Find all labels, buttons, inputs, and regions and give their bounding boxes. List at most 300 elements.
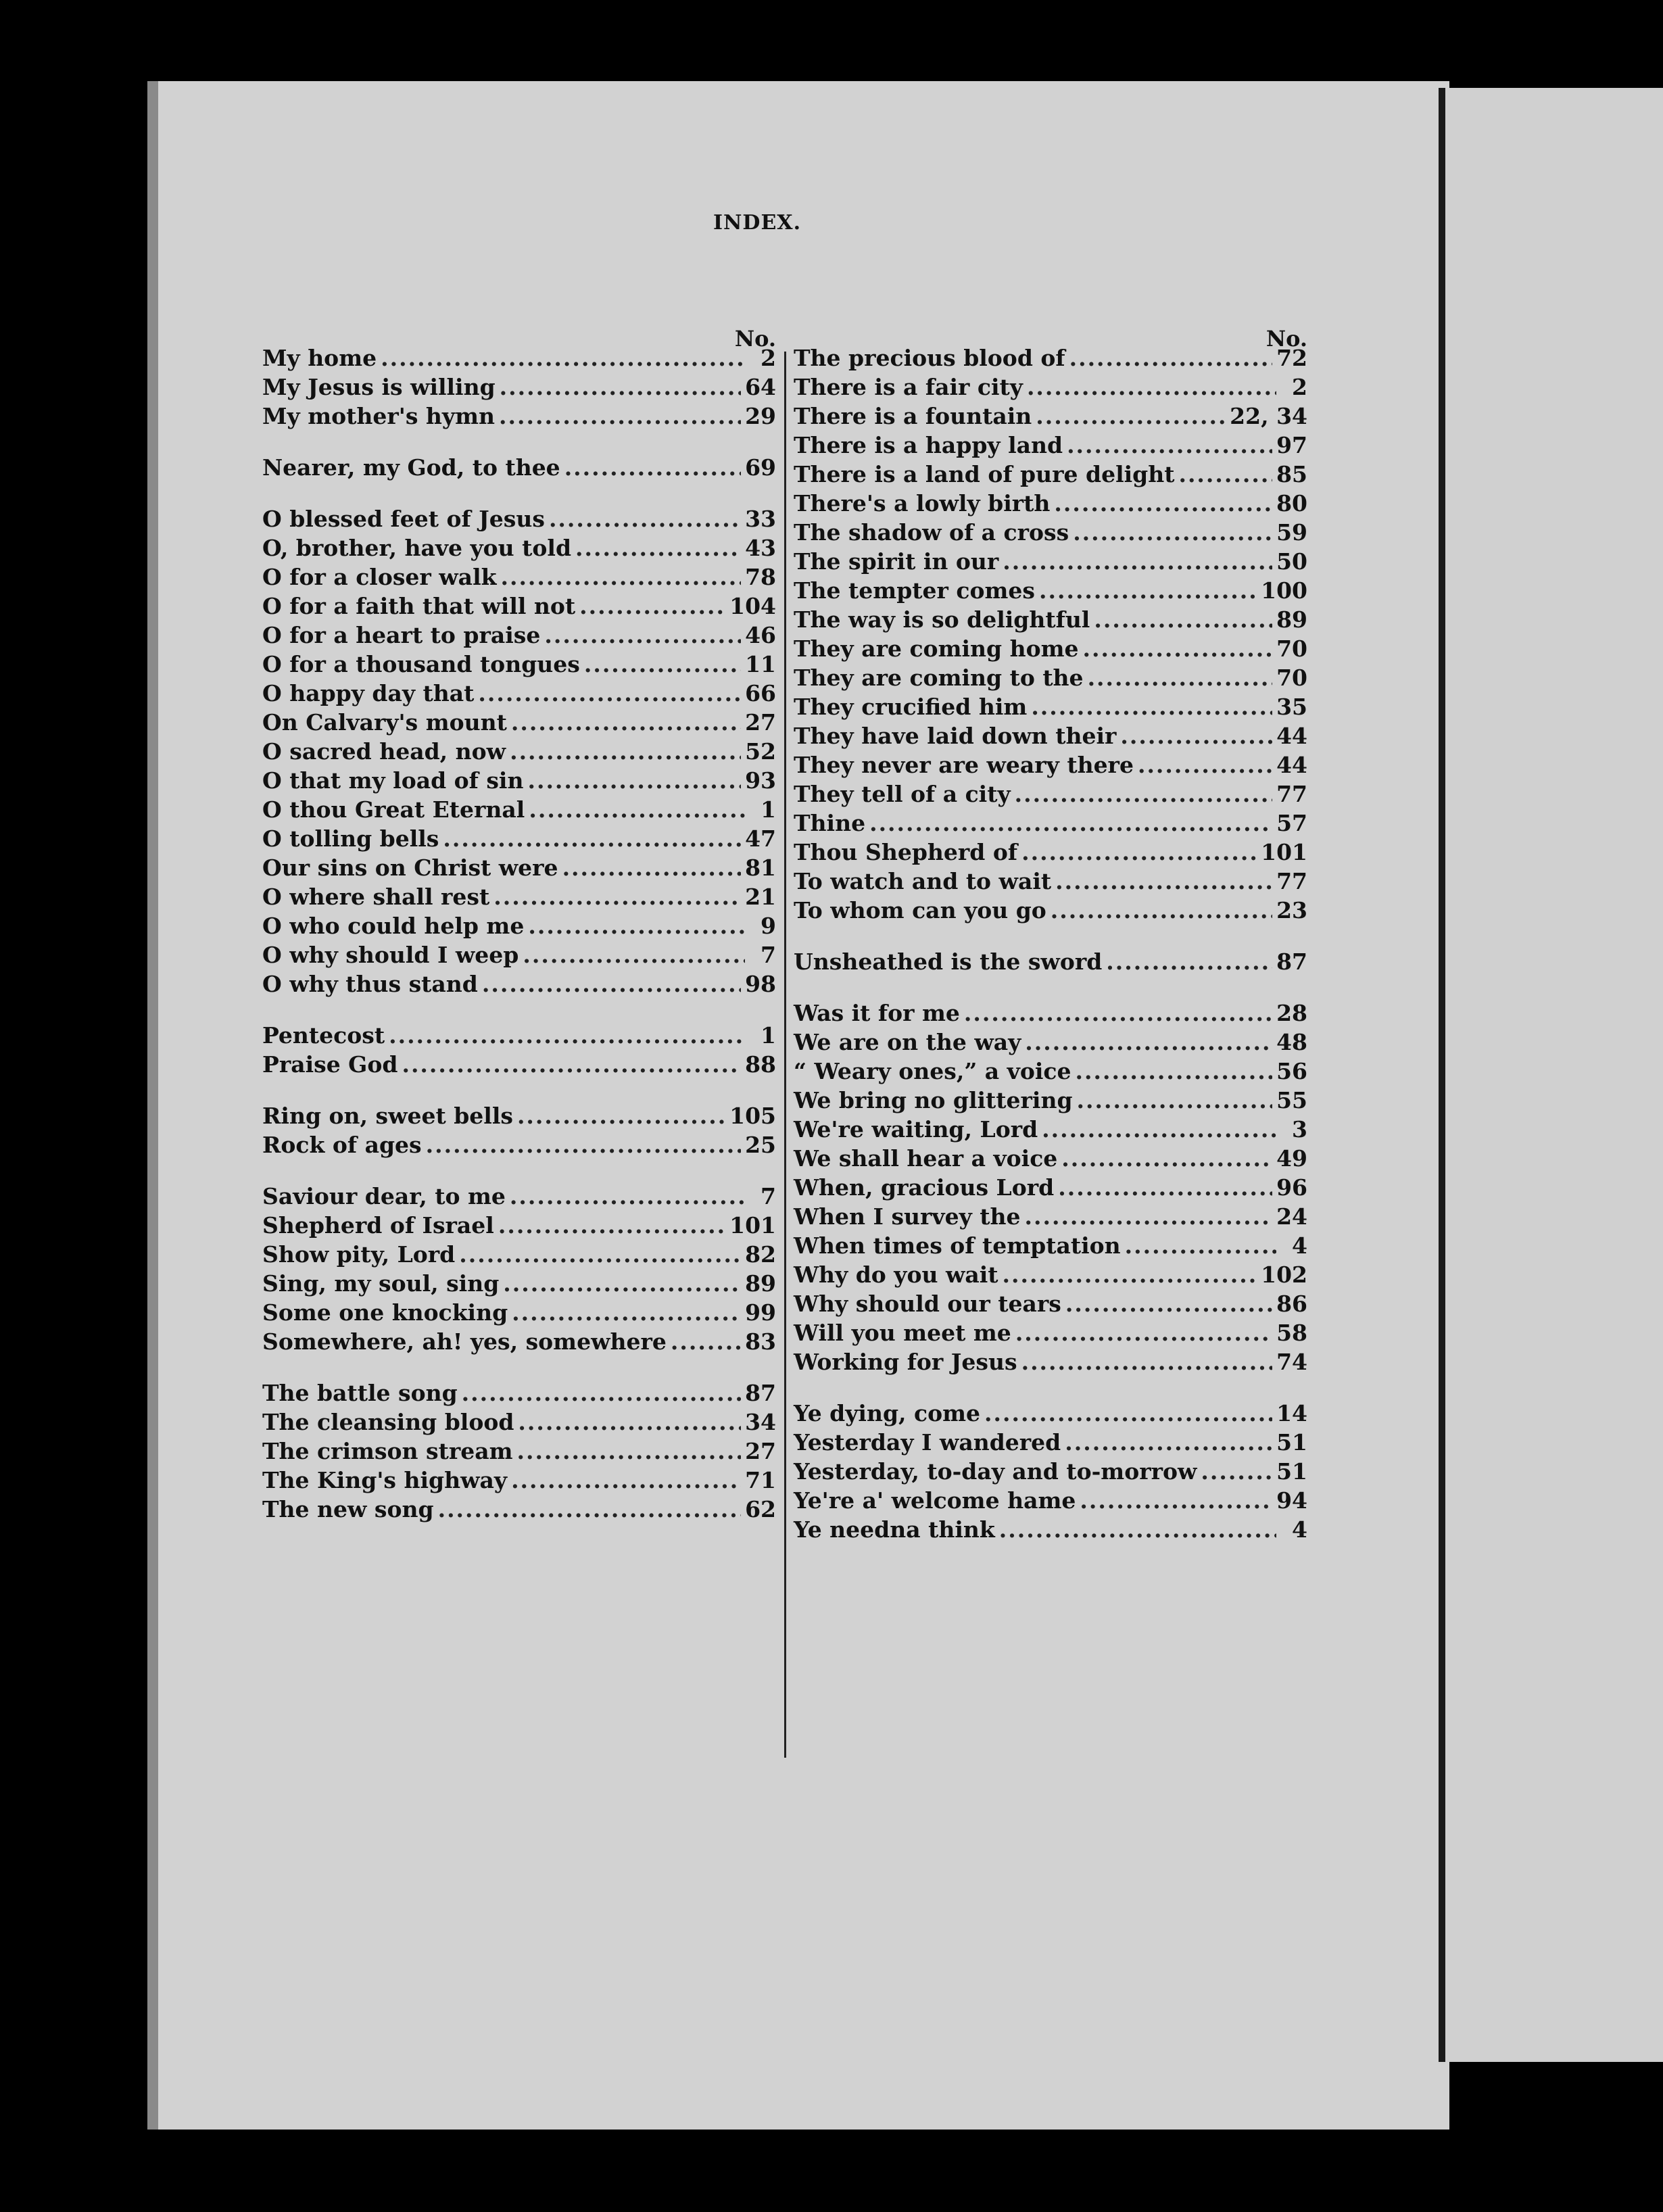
hymn-number: 27: [745, 709, 776, 736]
hymn-title: We are on the way: [794, 1029, 1021, 1055]
index-entry: [794, 547, 1307, 576]
hymn-title: The new song: [262, 1496, 434, 1522]
index-entry: [794, 1486, 1307, 1515]
hymn-title: Shepherd of Israel: [262, 1212, 494, 1239]
hymn-number: 66: [745, 680, 776, 706]
index-entry: [262, 1437, 776, 1466]
dot-leader: [964, 999, 1272, 1028]
hymn-title: There is a fountain: [794, 403, 1032, 429]
group-gap: [794, 925, 1307, 947]
dot-leader: [438, 1495, 741, 1524]
hymn-number: 98: [745, 971, 776, 997]
hymn-title: O for a closer walk: [262, 564, 497, 590]
hymn-title: Pentecost: [262, 1022, 385, 1049]
hymn-title: O who could help me: [262, 913, 525, 939]
dot-leader: [1138, 750, 1272, 779]
hymn-title: There is a happy land: [794, 432, 1063, 458]
index-entry: [794, 999, 1307, 1028]
hymn-number: 58: [1276, 1320, 1307, 1346]
hymn-title: Praise God: [262, 1051, 398, 1078]
hymn-title: Nearer, my God, to thee: [262, 454, 560, 481]
index-entry: [794, 1289, 1307, 1318]
dot-leader: [517, 1437, 742, 1466]
hymn-number: 14: [1276, 1400, 1307, 1426]
hymn-title: Unsheathed is the sword: [794, 948, 1103, 975]
index-entry: [794, 605, 1307, 634]
hymn-title: On Calvary's mount: [262, 709, 507, 736]
hymn-number: 70: [1276, 635, 1307, 662]
hymn-title: We're waiting, Lord: [794, 1116, 1038, 1143]
group-gap: [262, 1356, 776, 1378]
hymn-title: Our sins on Christ were: [262, 855, 558, 881]
index-entry: [262, 1408, 776, 1437]
right-column-header: No.: [1266, 326, 1307, 352]
hymn-number: 22, 34: [1230, 403, 1307, 429]
dot-leader: [869, 809, 1272, 838]
index-entry: [794, 1347, 1307, 1376]
index-entry: [794, 372, 1307, 402]
hymn-title: Thou Shepherd of: [794, 839, 1018, 865]
index-entry: [262, 737, 776, 766]
hymn-title: The cleansing blood: [262, 1409, 514, 1435]
index-entry: [794, 1202, 1307, 1231]
index-entry: [262, 1182, 776, 1211]
hymn-title: To watch and to wait: [794, 868, 1052, 894]
hymn-number: 81: [745, 855, 776, 881]
hymn-number: 88: [745, 1051, 776, 1078]
index-entry: [262, 1495, 776, 1524]
dot-leader: [1077, 1086, 1273, 1115]
hymn-number: 80: [1276, 490, 1307, 516]
hymn-number: 78: [745, 564, 776, 590]
hymn-number: 62: [745, 1496, 776, 1522]
dot-leader: [529, 795, 745, 824]
dot-leader: [1067, 431, 1272, 460]
hymn-number: 57: [1276, 810, 1307, 836]
index-entry: [262, 911, 776, 940]
hymn-title: To whom can you go: [794, 897, 1046, 923]
dot-leader: [518, 1408, 741, 1437]
index-entry: [794, 402, 1307, 431]
dot-leader: [1025, 1028, 1272, 1057]
hymn-title: O thou Great Eternal: [262, 796, 525, 823]
hymn-number: 89: [1276, 606, 1307, 633]
dot-leader: [1051, 896, 1272, 925]
dot-leader: [517, 1101, 725, 1130]
hymn-title: The precious blood of: [794, 345, 1065, 371]
hymn-title: The way is so delightful: [794, 606, 1090, 633]
index-entry: [794, 634, 1307, 663]
hymn-number: 48: [1276, 1029, 1307, 1055]
index-entry: [794, 460, 1307, 489]
hymn-number: 23: [1276, 897, 1307, 923]
hymn-number: 99: [745, 1299, 776, 1326]
dot-leader: [1058, 1173, 1272, 1202]
dot-leader: [1088, 663, 1273, 692]
dot-leader: [1015, 779, 1272, 809]
index-entry: [262, 1211, 776, 1240]
hymn-title: Yesterday I wandered: [794, 1429, 1061, 1456]
hymn-number: 77: [1276, 781, 1307, 807]
hymn-title: Ye needna think: [794, 1516, 995, 1543]
dot-leader: [459, 1240, 741, 1269]
index-entry: [262, 1269, 776, 1298]
index-entry: [794, 1457, 1307, 1486]
hymn-number: 82: [745, 1241, 776, 1268]
hymn-title: Why should our tears: [794, 1291, 1061, 1317]
hymn-number: 24: [1276, 1203, 1307, 1230]
hymn-title: Yesterday, to-day and to-morrow: [794, 1458, 1197, 1485]
dot-leader: [1201, 1457, 1272, 1486]
hymn-number: 77: [1276, 868, 1307, 894]
index-entry: [262, 1050, 776, 1079]
group-gap: [794, 1376, 1307, 1399]
hymn-title: The spirit in our: [794, 548, 999, 575]
hymn-number: 51: [1276, 1458, 1307, 1485]
hymn-number: 21: [745, 884, 776, 910]
dot-leader: [1069, 343, 1272, 372]
hymn-number: 74: [1276, 1349, 1307, 1375]
hymn-number: 96: [1276, 1174, 1307, 1201]
hymn-title: They are coming to the: [794, 665, 1084, 691]
index-entry: [794, 1086, 1307, 1115]
hymn-title: Working for Jesus: [794, 1349, 1017, 1375]
dot-leader: [1076, 1057, 1273, 1086]
group-gap: [262, 482, 776, 504]
dot-leader: [462, 1378, 741, 1408]
group-gap: [262, 1159, 776, 1182]
index-entry: [794, 1231, 1307, 1260]
dot-leader: [1024, 1202, 1272, 1231]
index-entry: [262, 708, 776, 737]
dot-leader: [1031, 692, 1272, 721]
hymn-title: My Jesus is willing: [262, 374, 496, 400]
index-entry: [794, 1515, 1307, 1544]
index-entry: [794, 663, 1307, 692]
index-entry: [262, 1101, 776, 1130]
hymn-title: Saviour dear, to me: [262, 1183, 506, 1209]
index-entry: [794, 896, 1307, 925]
hymn-title: Show pity, Lord: [262, 1241, 456, 1268]
hymn-title: Thine: [794, 810, 866, 836]
hymn-number: 87: [1276, 948, 1307, 975]
hymn-number: 1: [761, 1022, 776, 1049]
dot-leader: [564, 453, 741, 482]
hymn-number: 46: [745, 622, 776, 648]
dot-leader: [443, 824, 741, 853]
index-entry: [262, 343, 776, 372]
dot-leader: [528, 911, 745, 940]
index-entry: [262, 1130, 776, 1159]
index-entry: [262, 940, 776, 969]
index-entry: [794, 576, 1307, 605]
dot-leader: [426, 1130, 741, 1159]
hymn-number: 4: [1292, 1516, 1307, 1543]
index-entry: [794, 1115, 1307, 1144]
hymn-number: 4: [1292, 1232, 1307, 1259]
index-entry: [794, 779, 1307, 809]
index-entry: [262, 453, 776, 482]
hymn-number: 86: [1276, 1291, 1307, 1317]
hymn-number: 27: [745, 1438, 776, 1464]
hymn-number: 44: [1276, 723, 1307, 749]
index-entry: [794, 1173, 1307, 1202]
hymn-number: 71: [745, 1467, 776, 1493]
hymn-number: 2: [1292, 374, 1307, 400]
hymn-number: 25: [745, 1132, 776, 1158]
hymn-title: They crucified him: [794, 694, 1028, 720]
hymn-number: 104: [729, 593, 776, 619]
hymn-title: There is a fair city: [794, 374, 1023, 400]
hymn-number: 94: [1276, 1487, 1307, 1514]
dot-leader: [389, 1021, 745, 1050]
dot-leader: [1021, 838, 1257, 867]
dot-leader: [1080, 1486, 1272, 1515]
hymn-number: 29: [745, 403, 776, 429]
dot-leader: [1065, 1289, 1272, 1318]
hymn-number: 101: [1261, 839, 1307, 865]
hymn-number: 35: [1276, 694, 1307, 720]
dot-leader: [512, 1298, 741, 1327]
dot-leader: [1061, 1144, 1272, 1173]
hymn-title: When, gracious Lord: [794, 1174, 1055, 1201]
index-entry: [794, 721, 1307, 750]
index-entry: [794, 1028, 1307, 1057]
hymn-number: 2: [761, 345, 776, 371]
hymn-number: 55: [1276, 1087, 1307, 1113]
hymn-title: They have laid down their: [794, 723, 1117, 749]
index-entry: [262, 1378, 776, 1408]
hymn-number: 70: [1276, 665, 1307, 691]
hymn-title: They never are weary there: [794, 752, 1134, 778]
hymn-title: Ye're a' welcome hame: [794, 1487, 1076, 1514]
index-entry: [262, 1327, 776, 1356]
dot-leader: [1083, 634, 1273, 663]
index-entry: [262, 679, 776, 708]
adjacent-page-edge: [1439, 88, 1663, 2062]
dot-leader: [1073, 518, 1272, 547]
index-entry: [794, 518, 1307, 547]
index-entry: [262, 766, 776, 795]
group-gap: [794, 976, 1307, 999]
hymn-title: Was it for me: [794, 1000, 960, 1026]
index-entry: [794, 1428, 1307, 1457]
hymn-title: O that my load of sin: [262, 767, 524, 794]
dot-leader: [549, 504, 741, 533]
dot-leader: [510, 737, 741, 766]
dot-leader: [1003, 547, 1272, 576]
dot-leader: [1106, 947, 1272, 976]
index-entry: [794, 838, 1307, 867]
dot-leader: [544, 621, 741, 650]
hymn-number: 9: [761, 913, 776, 939]
index-entry: [262, 372, 776, 402]
dot-leader: [1094, 605, 1272, 634]
hymn-title: O sacred head, now: [262, 738, 506, 765]
index-entry: [262, 402, 776, 431]
dot-leader: [1042, 1115, 1276, 1144]
hymn-title: We shall hear a voice: [794, 1145, 1058, 1172]
hymn-number: 3: [1292, 1116, 1307, 1143]
hymn-title: Ye dying, come: [794, 1400, 981, 1426]
dot-leader: [1039, 576, 1257, 605]
hymn-number: 11: [745, 651, 776, 677]
index-entry: [262, 969, 776, 999]
index-entry: [262, 795, 776, 824]
dot-leader: [402, 1050, 741, 1079]
dot-leader: [511, 1466, 741, 1495]
hymn-title: O for a heart to praise: [262, 622, 541, 648]
hymn-number: 50: [1276, 548, 1307, 575]
hymn-number: 47: [745, 825, 776, 852]
group-gap: [262, 1079, 776, 1101]
hymn-title: O tolling bells: [262, 825, 439, 852]
hymn-number: 83: [745, 1328, 776, 1355]
hymn-title: Why do you wait: [794, 1261, 998, 1288]
dot-leader: [1003, 1260, 1257, 1289]
hymn-number: 49: [1276, 1145, 1307, 1172]
dot-leader: [1021, 1347, 1272, 1376]
index-entry: [794, 489, 1307, 518]
right-index-column: [794, 326, 1307, 1544]
hymn-number: 44: [1276, 752, 1307, 778]
hymn-title: The battle song: [262, 1380, 458, 1406]
dot-leader: [499, 402, 741, 431]
dot-leader: [579, 592, 725, 621]
index-entry: [794, 947, 1307, 976]
hymn-number: 93: [745, 767, 776, 794]
hymn-number: 100: [1261, 577, 1307, 604]
index-entry: [262, 1298, 776, 1327]
index-entry: [794, 431, 1307, 460]
dot-leader: [584, 650, 741, 679]
group-gap: [262, 431, 776, 453]
dot-leader: [381, 343, 745, 372]
index-entry: [262, 592, 776, 621]
dot-leader: [984, 1399, 1272, 1428]
index-entry: [262, 853, 776, 882]
dot-leader: [523, 940, 745, 969]
hymn-title: Rock of ages: [262, 1132, 422, 1158]
hymn-number: 89: [745, 1270, 776, 1297]
index-entry: [262, 621, 776, 650]
hymn-number: 28: [1276, 1000, 1307, 1026]
hymn-title: There is a land of pure delight: [794, 461, 1175, 487]
hymn-title: Will you meet me: [794, 1320, 1011, 1346]
dot-leader: [1065, 1428, 1272, 1457]
hymn-title: When I survey the: [794, 1203, 1021, 1230]
index-entry: [262, 533, 776, 562]
hymn-number: 59: [1276, 519, 1307, 546]
dot-leader: [1036, 402, 1226, 431]
hymn-number: 72: [1276, 345, 1307, 371]
left-column-header: No.: [734, 326, 776, 352]
hymn-title: The shadow of a cross: [794, 519, 1069, 546]
hymn-number: 43: [745, 535, 776, 561]
index-entry: [262, 650, 776, 679]
dot-leader: [1027, 372, 1276, 402]
index-entry: [262, 1466, 776, 1495]
index-entry: [262, 882, 776, 911]
hymn-title: They tell of a city: [794, 781, 1011, 807]
hymn-title: We bring no glittering: [794, 1087, 1073, 1113]
hymn-number: 7: [761, 942, 776, 968]
hymn-title: O happy day that: [262, 680, 475, 706]
index-entry: [794, 809, 1307, 838]
hymn-title: O blessed feet of Jesus: [262, 506, 545, 532]
dot-leader: [511, 708, 741, 737]
hymn-title: O where shall rest: [262, 884, 490, 910]
dot-leader: [1120, 721, 1272, 750]
hymn-title: O why thus stand: [262, 971, 478, 997]
index-entry: [794, 1057, 1307, 1086]
index-entry: [262, 1240, 776, 1269]
dot-leader: [503, 1269, 741, 1298]
hymn-title: O why should I weep: [262, 942, 519, 968]
hymn-title: My home: [262, 345, 377, 371]
dot-leader: [575, 533, 741, 562]
hymn-title: Ring on, sweet bells: [262, 1103, 513, 1129]
hymn-title: The tempter comes: [794, 577, 1035, 604]
hymn-title: O for a thousand tongues: [262, 651, 580, 677]
dot-leader: [1178, 460, 1272, 489]
hymn-number: 52: [745, 738, 776, 765]
hymn-number: 102: [1261, 1261, 1307, 1288]
hymn-number: 97: [1276, 432, 1307, 458]
hymn-number: 33: [745, 506, 776, 532]
dot-leader: [1125, 1231, 1276, 1260]
dot-leader: [510, 1182, 745, 1211]
index-entry: [262, 824, 776, 853]
hymn-title: There's a lowly birth: [794, 490, 1051, 516]
dot-leader: [562, 853, 742, 882]
dot-leader: [671, 1327, 741, 1356]
dot-leader: [482, 969, 741, 999]
hymn-title: “ Weary ones,” a voice: [794, 1058, 1071, 1084]
hymn-number: 56: [1276, 1058, 1307, 1084]
hymn-number: 101: [729, 1212, 776, 1239]
hymn-title: The King's highway: [262, 1467, 508, 1493]
hymn-title: O, brother, have you told: [262, 535, 572, 561]
column-divider: [784, 352, 786, 1758]
dot-leader: [1015, 1318, 1272, 1347]
index-entry: [262, 504, 776, 533]
dot-leader: [478, 679, 741, 708]
hymn-number: 69: [745, 454, 776, 481]
index-title: INDEX.: [713, 211, 802, 235]
hymn-number: 87: [745, 1380, 776, 1406]
index-entry: [794, 867, 1307, 896]
index-entry: [262, 1021, 776, 1050]
hymn-title: Some one knocking: [262, 1299, 508, 1326]
dot-leader: [1055, 867, 1272, 896]
hymn-number: 1: [761, 796, 776, 823]
dot-leader: [527, 766, 741, 795]
left-index-column: [262, 326, 776, 1524]
dot-leader: [498, 1211, 725, 1240]
index-entry: [794, 343, 1307, 372]
hymn-number: 105: [729, 1103, 776, 1129]
index-entry: [794, 1260, 1307, 1289]
hymn-title: They are coming home: [794, 635, 1079, 662]
hymn-title: When times of temptation: [794, 1232, 1121, 1259]
index-entry: [794, 692, 1307, 721]
hymn-title: Sing, my soul, sing: [262, 1270, 500, 1297]
hymn-number: 34: [745, 1409, 776, 1435]
dot-leader: [500, 562, 741, 592]
dot-leader: [1054, 489, 1272, 518]
hymn-number: 64: [745, 374, 776, 400]
